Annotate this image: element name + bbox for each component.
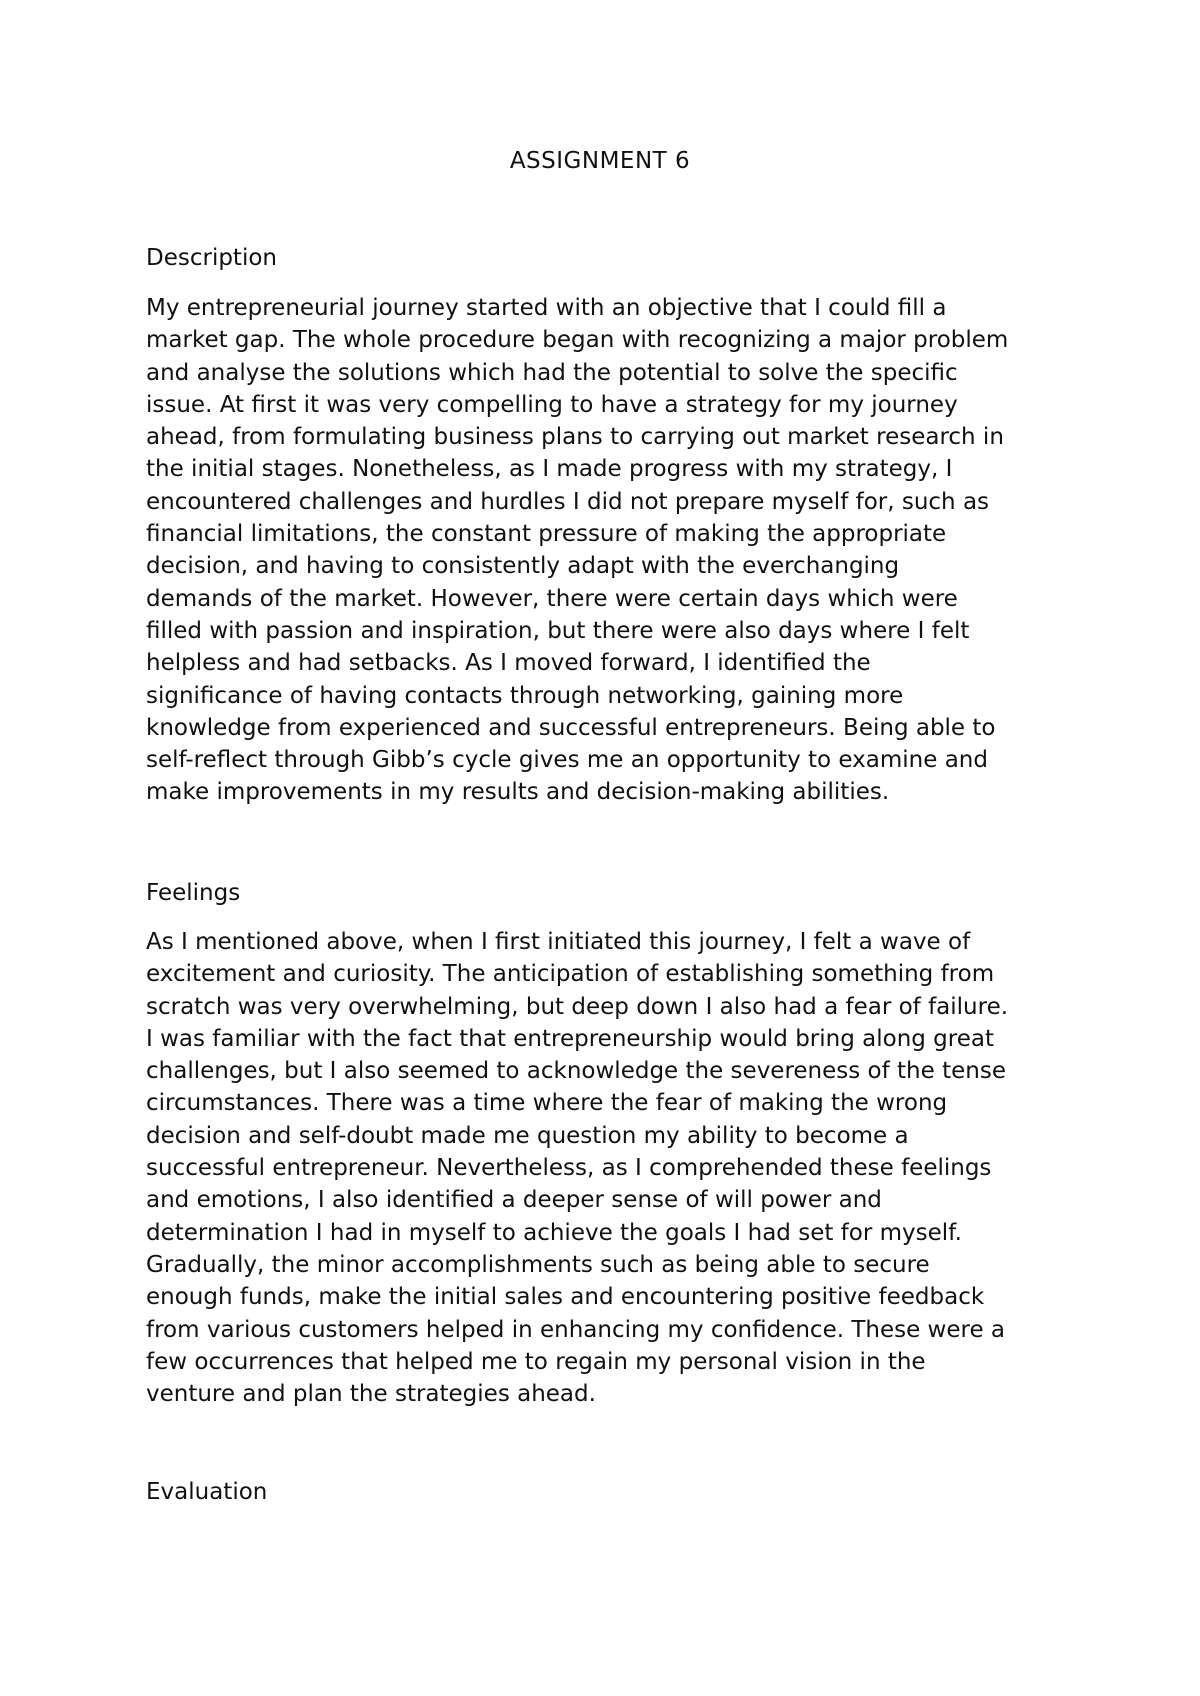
paragraph-line: few occurrences that helped me to regain my personal vision in the <box>146 1348 926 1375</box>
paragraph-line: financial limitations, the constant pressure of making the appropriate <box>146 521 947 548</box>
paragraph-line: and emotions, I also identified a deeper sense of will power and <box>146 1187 882 1214</box>
paragraph-line: ahead, from formulating business plans to carrying out market research in <box>146 424 1004 451</box>
paragraph-line: the initial stages. Nonetheless, as I made progress with my strategy, I <box>146 456 953 483</box>
section-heading-feelings: Feelings <box>146 880 241 906</box>
paragraph-line: excitement and curiosity. The anticipation of establishing something from <box>146 961 995 988</box>
paragraph-line: self-reflect through Gibb’s cycle gives me an opportunity to examine and <box>146 747 988 774</box>
paragraph-line: and analyse the solutions which had the potential to solve the specific <box>146 359 958 386</box>
paragraph-line: My entrepreneurial journey started with an objective that I could fill a <box>146 295 947 321</box>
paragraph-line: decision, and having to consistently adapt with the everchanging <box>146 553 900 580</box>
paragraph-line: venture and plan the strategies ahead. <box>146 1381 596 1408</box>
document-title: ASSIGNMENT 6 <box>509 148 691 174</box>
paragraph-line: issue. At first it was very compelling to have a strategy for my journey <box>146 391 958 418</box>
paragraph-line: helpless and had setbacks. As I moved forward, I identified the <box>146 650 871 677</box>
paragraph-line: scratch was very overwhelming, but deep down I also had a fear of failure. <box>146 993 1009 1020</box>
paragraph-line: market gap. The whole procedure began with recognizing a major problem <box>146 327 1009 354</box>
paragraph-line: knowledge from experienced and successful entrepreneurs. Being able to <box>146 714 996 741</box>
paragraph-line: filled with passion and inspiration, but there were also days where I felt <box>146 617 970 644</box>
paragraph-line: from various customers helped in enhancing my confidence. These were a <box>146 1316 1006 1343</box>
paragraph-line: As I mentioned above, when I first initiated this journey, I felt a wave of <box>146 929 971 955</box>
paragraph-line: Gradually, the minor accomplishments such as being able to secure <box>146 1251 930 1278</box>
paragraph-line: successful entrepreneur. Nevertheless, as I comprehended these feelings <box>146 1155 992 1182</box>
paragraph-line: determination I had in myself to achieve the goals I had set for myself. <box>146 1219 962 1246</box>
section-heading-evaluation: Evaluation <box>146 1479 268 1505</box>
paragraph-line: demands of the market. However, there were certain days which were <box>146 585 958 612</box>
section-paragraph-description <box>146 292 1076 809</box>
section-paragraph-feelings <box>146 926 1076 1410</box>
paragraph-line: make improvements in my results and decision-making abilities. <box>146 779 890 806</box>
paragraph-line: decision and self-doubt made me question my ability to become a <box>146 1122 909 1149</box>
paragraph-line: significance of having contacts through networking, gaining more <box>146 682 904 709</box>
paragraph-line: enough funds, make the initial sales and encountering positive feedback <box>146 1284 985 1311</box>
paragraph-line: I was familiar with the fact that entrepreneurship would bring along great <box>146 1025 994 1052</box>
paragraph-line: challenges, but I also seemed to acknowledge the severeness of the tense <box>146 1058 1006 1085</box>
section-heading-description: Description <box>146 245 277 271</box>
paragraph-line: encountered challenges and hurdles I did not prepare myself for, such as <box>146 488 990 515</box>
paragraph-line: circumstances. There was a time where the fear of making the wrong <box>146 1090 948 1117</box>
